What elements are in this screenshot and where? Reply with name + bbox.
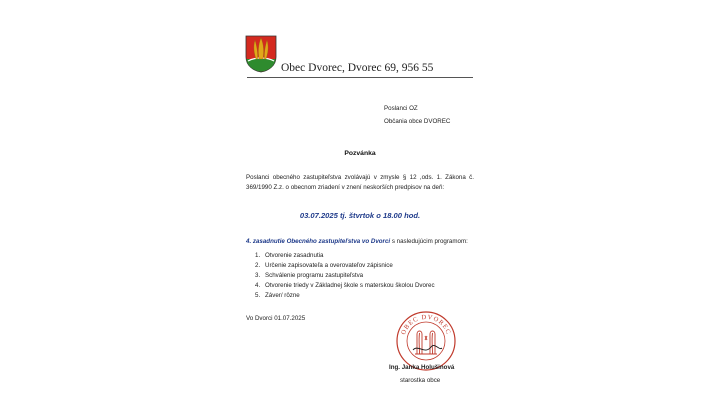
agenda-number: 4.: [255, 282, 261, 289]
agenda-item: [255, 271, 435, 281]
session-name: 4. zasadnutie Obecného zastupiteľstva vo Dvorci: [246, 238, 391, 245]
coat-of-arms-icon: [245, 35, 277, 73]
agenda-number: 5.: [255, 292, 261, 299]
agenda-text: Schválenie programu zastupiteľstva: [265, 272, 364, 279]
agenda-text: Otvorenie triedy v Základnej škole s materskou školou Dvorec: [265, 282, 435, 289]
agenda-list: [255, 251, 435, 301]
agenda-number: 1.: [255, 252, 261, 259]
recipient-line: Občania obce DVOREC: [384, 118, 451, 125]
signer-name: Ing. Janka Holušinová: [389, 364, 455, 371]
official-stamp-icon: [395, 310, 457, 372]
agenda-item: [255, 251, 435, 261]
document-title: Pozvánka: [344, 150, 376, 157]
recipient-line: Poslanci OZ: [384, 105, 418, 112]
meeting-date: 03.07.2025 tj. štvrtok o 18.00 hod.: [299, 211, 421, 220]
header-divider: [247, 77, 473, 78]
agenda-text: Určenie zapisovateľa a overovateľov zápisnice: [265, 262, 393, 269]
agenda-item: [255, 261, 435, 271]
agenda-item: [255, 281, 435, 291]
signer-role: starostka obce: [400, 377, 441, 384]
session-line: [246, 238, 486, 245]
agenda-number: 3.: [255, 272, 261, 279]
session-rest: s nasledujúcim programom:: [390, 238, 468, 245]
agenda-text: Otvorenie zasadnutia: [265, 252, 324, 259]
agenda-text: Záver/ rôzne: [265, 292, 300, 299]
municipality-address-heading: Obec Dvorec, Dvorec 69, 956 55: [281, 62, 434, 74]
place-and-date: Vo Dvorci 01.07.2025: [246, 315, 306, 322]
body-paragraph: Poslanci obecného zastupiteľstva zvolávajú v zmysle § 12 ,ods. 1. Zákona č. 369/1990 Z.z. o obecnom zriadení v znení neskorších predpisov na deň:: [246, 174, 474, 191]
agenda-number: 2.: [255, 262, 261, 269]
stamp-text: OBEC DVOREC: [400, 313, 452, 336]
agenda-item: [255, 291, 435, 301]
